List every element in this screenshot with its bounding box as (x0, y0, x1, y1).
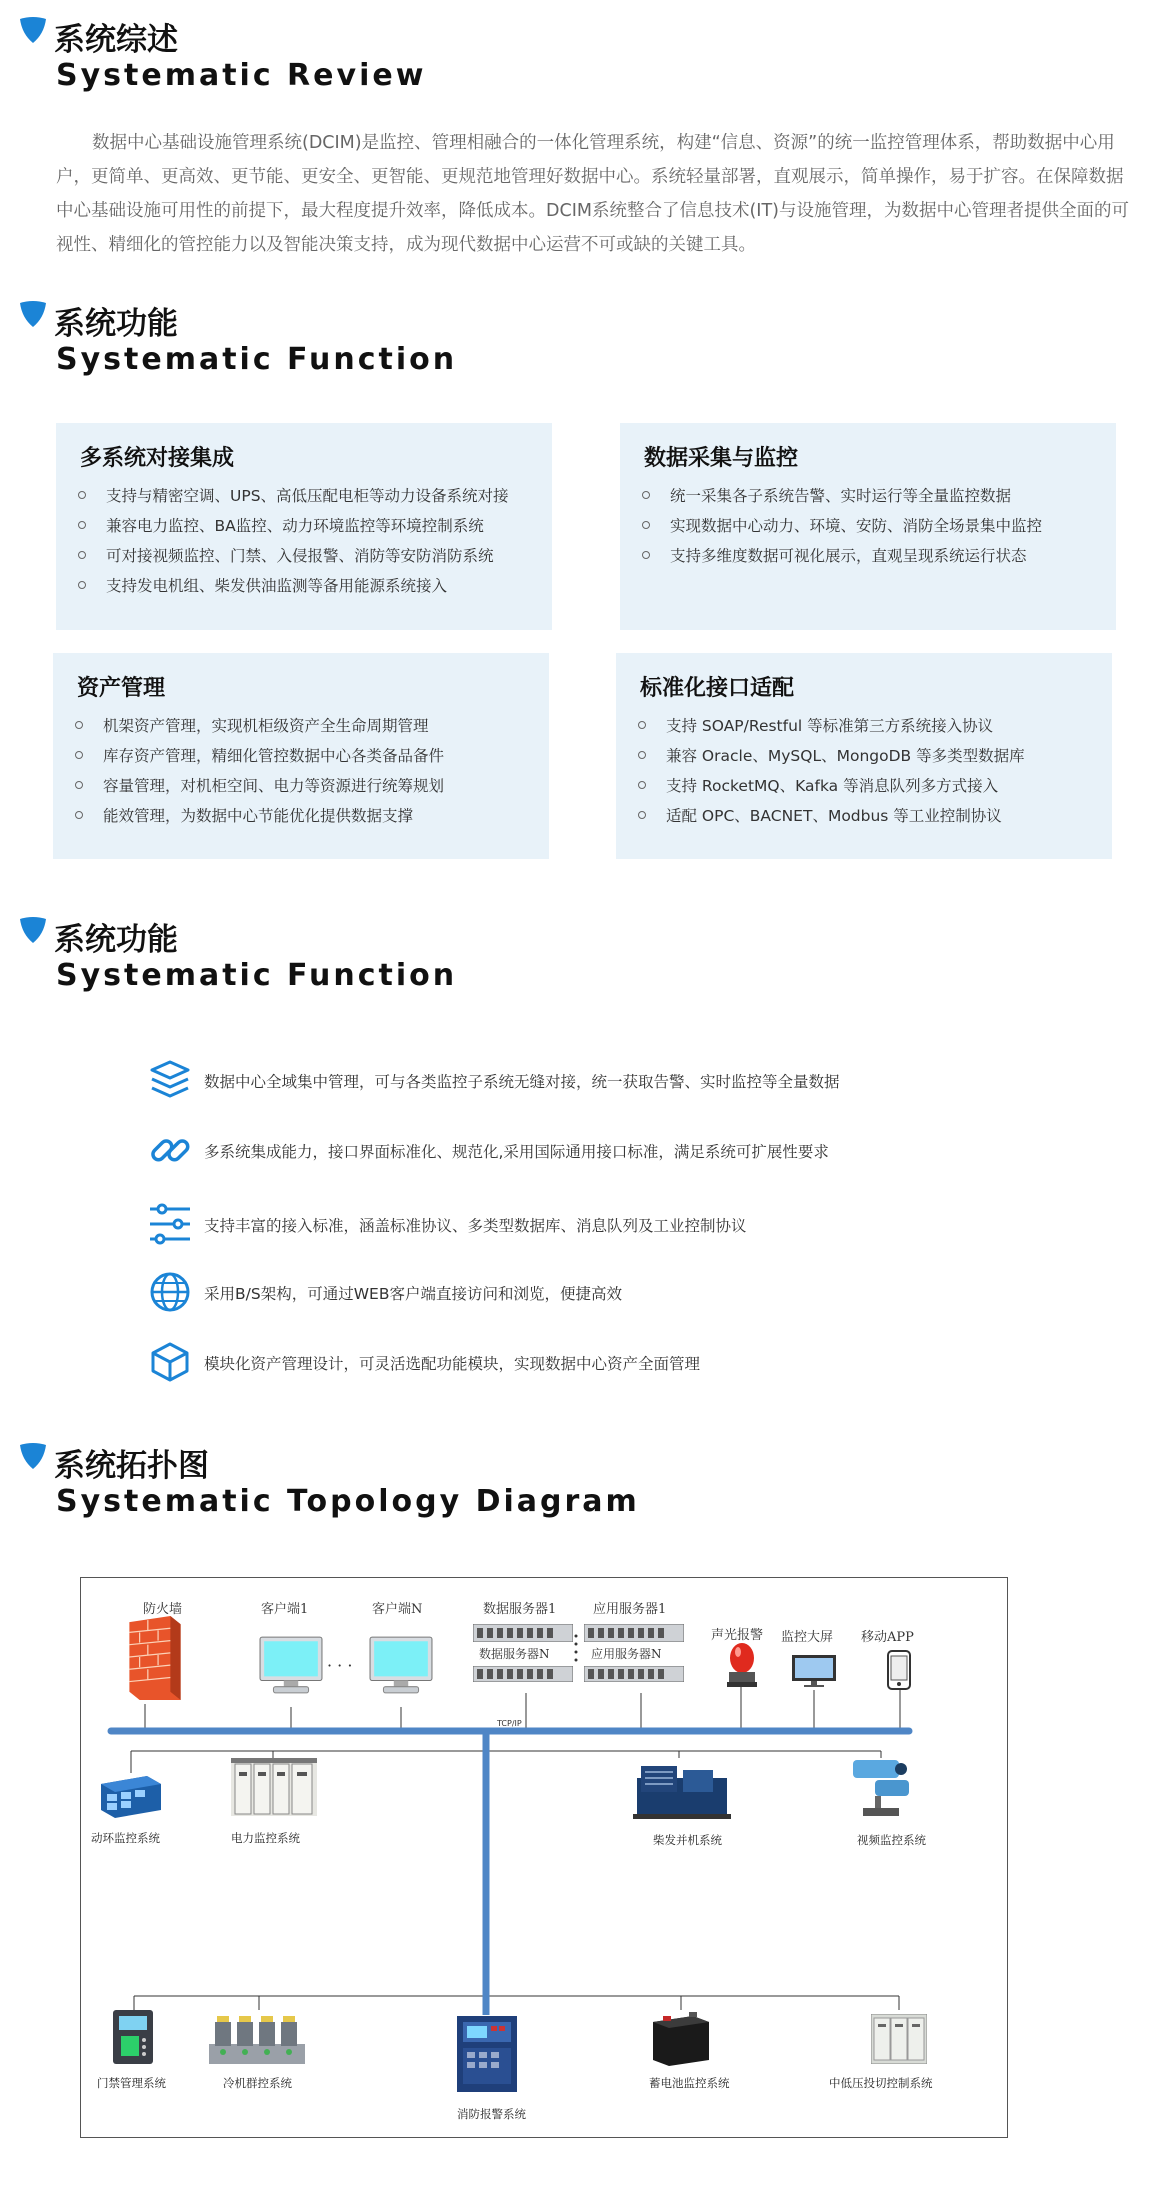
card-title: 资产管理 (77, 676, 166, 701)
list-item: 能效管理，为数据中心节能优化提供数据支撑 (75, 801, 444, 831)
card-title: 数据采集与监控 (644, 446, 799, 471)
list-item: 支持多维度数据可视化展示，直观呈现系统运行状态 (642, 541, 1042, 571)
section-title-en: Systematic Review (56, 58, 427, 93)
dbserver1-icon (473, 1624, 573, 1642)
label-dbserverN: 数据服务器N (479, 1647, 550, 1661)
env-monitor-device-icon (97, 1770, 163, 1822)
card-data-collection (620, 423, 1116, 630)
alarm-light-icon (727, 1642, 757, 1688)
section-title-cn: 系统综述 (54, 22, 178, 58)
label-chiller-system: 冷机群控系统 (223, 2076, 292, 2090)
switchgear-icon (871, 2014, 927, 2064)
battery-icon (649, 2008, 713, 2066)
fire-alarm-panel-icon (457, 2016, 517, 2092)
label-switch-system: 中低压投切控制系统 (829, 2076, 933, 2090)
list-item: 实现数据中心动力、环境、安防、消防全场景集中监控 (642, 511, 1042, 541)
feature-text: 多系统集成能力，接口界面标准化、规范化,采用国际通用接口标准，满足系统可扩展性要求 (204, 1143, 829, 1161)
label-screen: 监控大屏 (781, 1630, 834, 1645)
section-title-en: Systematic Function (56, 958, 458, 993)
bus-label: TCP/IP (497, 1719, 522, 1728)
shield-marker-icon (18, 16, 48, 44)
cube-icon (148, 1340, 192, 1384)
card-list (642, 481, 1042, 571)
label-dbserver1: 数据服务器1 (483, 1602, 557, 1617)
clients-ellipsis: · · · (327, 1656, 353, 1675)
feature-text: 支持丰富的接入标准，涵盖标准协议、多类型数据库、消息队列及工业控制协议 (204, 1217, 747, 1235)
layers-icon (148, 1058, 192, 1102)
card-integration (56, 423, 552, 630)
appserver1-icon (584, 1624, 684, 1642)
chiller-group-icon (209, 2010, 305, 2066)
section-title-cn: 系统功能 (54, 922, 178, 958)
power-cabinet-icon (231, 1758, 317, 1816)
list-item: 支持发电机组、柴发供油监测等备用能源系统接入 (78, 571, 509, 601)
list-item: 支持 SOAP/Restful 等标准第三方系统接入协议 (638, 711, 1025, 741)
label-clientN: 客户端N (372, 1602, 423, 1617)
section-title-cn: 系统功能 (54, 306, 178, 342)
list-item: 适配 OPC、BACNET、Modbus 等工业控制协议 (638, 801, 1025, 831)
list-item: 支持 RocketMQ、Kafka 等消息队列多方式接入 (638, 771, 1025, 801)
card-title: 标准化接口适配 (640, 676, 795, 701)
globe-icon (148, 1270, 192, 1314)
mobile-phone-icon (887, 1650, 911, 1690)
topology-diagram (80, 1577, 1008, 2138)
diesel-generator-icon (633, 1760, 733, 1820)
intro-paragraph: 数据中心基础设施管理系统(DCIM)是监控、管理相融合的一体化管理系统，构建“信息、资源”的统一监控管理体系，帮助数据中心用户，更简单、更高效、更节能、更安全、更智能、更规范地管理好数据中心。系统轻量部署，直观展示，简单操作，易于扩容。在保障数据中心基础设施可用性的前提下，最大程度提升效率，降低成本。DCIM系统整合了信息技术(IT)与设施管理，为数据中心管理者提供全面的可视性、精细化的管控能力以及智能决策支持，成为现代数据中心运营不可或缺的关键工具。 (56, 133, 1129, 255)
card-asset-management (53, 653, 549, 859)
label-mobile: 移动APP (861, 1630, 914, 1645)
list-item: 库存资产管理，精细化管控数据中心各类备品备件 (75, 741, 444, 771)
label-power-system: 电力监控系统 (231, 1831, 300, 1845)
label-video-system: 视频监控系统 (857, 1833, 926, 1847)
shield-marker-icon (18, 916, 48, 944)
list-item: 兼容 Oracle、MySQL、MongoDB 等多类型数据库 (638, 741, 1025, 771)
label-env-system: 动环监控系统 (91, 1831, 160, 1845)
feature-text: 模块化资产管理设计，可灵活选配功能模块，实现数据中心资产全面管理 (204, 1355, 701, 1373)
label-battery-system: 蓄电池监控系统 (649, 2076, 730, 2090)
label-access-system: 门禁管理系统 (97, 2076, 166, 2090)
card-list (75, 711, 444, 831)
link-icon (148, 1128, 192, 1172)
firewall-icon (129, 1616, 181, 1700)
clientN-monitor-icon (369, 1636, 433, 1694)
card-title: 多系统对接集成 (80, 446, 235, 471)
card-interface-adapter (616, 653, 1112, 859)
list-item: 容量管理，对机柜空间、电力等资源进行统筹规划 (75, 771, 444, 801)
client1-monitor-icon (259, 1636, 323, 1694)
big-screen-icon (791, 1654, 837, 1688)
section-title-en: Systematic Topology Diagram (56, 1484, 640, 1519)
section-title-en: Systematic Function (56, 342, 458, 377)
label-diesel-system: 柴发并机系统 (653, 1833, 722, 1847)
label-client1: 客户端1 (261, 1602, 309, 1617)
feature-text: 数据中心全域集中管理，可与各类监控子系统无缝对接，统一获取告警、实时监控等全量数据 (204, 1073, 840, 1091)
feature-text: 采用B/S架构，可通过WEB客户端直接访问和浏览，便捷高效 (204, 1285, 622, 1303)
label-fire-system: 消防报警系统 (457, 2107, 526, 2121)
list-item: 支持与精密空调、UPS、高低压配电柜等动力设备系统对接 (78, 481, 509, 511)
label-appserver1: 应用服务器1 (593, 1602, 667, 1617)
list-item: 可对接视频监控、门禁、入侵报警、消防等安防消防系统 (78, 541, 509, 571)
list-item: 统一采集各子系统告警、实时运行等全量监控数据 (642, 481, 1042, 511)
cctv-camera-icon (845, 1756, 917, 1820)
sliders-icon (148, 1202, 192, 1246)
section-title-cn: 系统拓扑图 (54, 1448, 209, 1484)
shield-marker-icon (18, 300, 48, 328)
shield-marker-icon (18, 1442, 48, 1470)
appserverN-icon (584, 1666, 684, 1682)
list-item: 兼容电力监控、BA监控、动力环境监控等环境控制系统 (78, 511, 509, 541)
card-list (638, 711, 1025, 831)
label-appserverN: 应用服务器N (591, 1647, 662, 1661)
list-item: 机架资产管理，实现机柜级资产全生命周期管理 (75, 711, 444, 741)
access-control-icon (111, 2010, 155, 2066)
dbserverN-icon (473, 1666, 573, 1682)
label-firewall: 防火墙 (143, 1602, 183, 1617)
label-alarm: 声光报警 (711, 1628, 764, 1643)
card-list (78, 481, 509, 601)
